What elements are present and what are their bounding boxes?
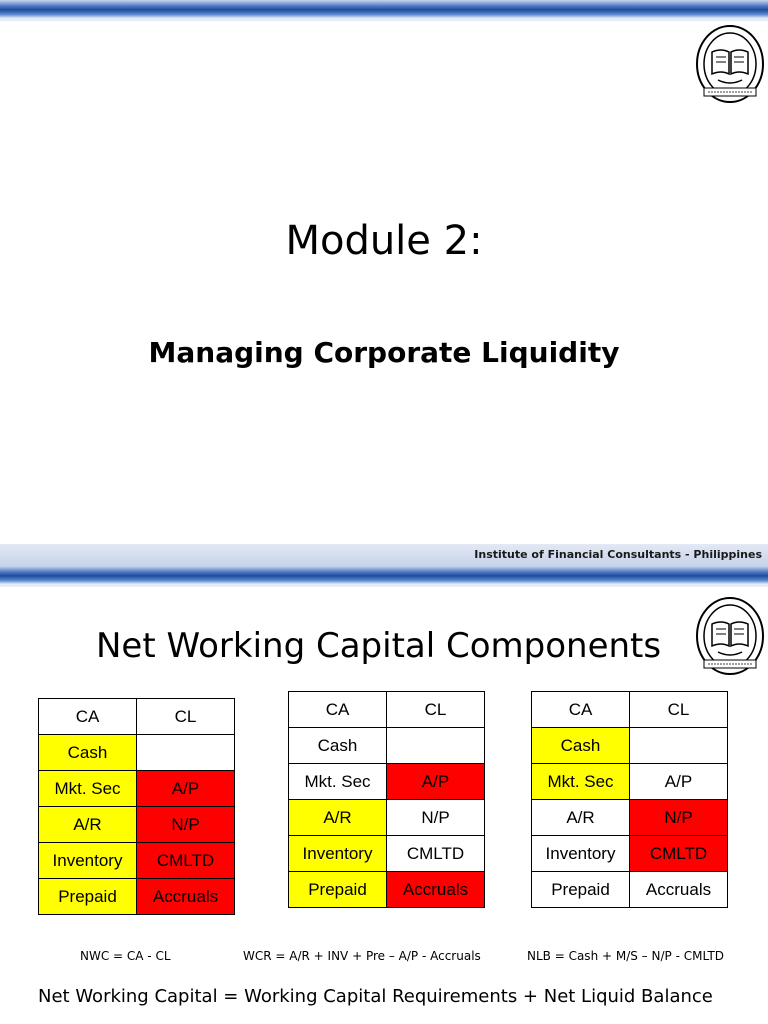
table-header-row [532,692,728,728]
ca-cell: Mkt. Sec [289,764,387,800]
ca-cell: Inventory [289,836,387,872]
cl-cell: CMLTD [630,836,728,872]
ca-cell: Cash [532,728,630,764]
table-row [289,728,485,764]
header-ca: CA [289,692,387,728]
header-cl: CL [137,699,235,735]
ca-cell: A/R [289,800,387,836]
balance-sheet-table-3 [531,691,728,908]
institute-seal-logo [694,596,766,678]
table-row [532,836,728,872]
table-row [532,872,728,908]
ca-cell: Prepaid [39,879,137,915]
header-ca: CA [39,699,137,735]
table-row [39,771,235,807]
cl-cell: A/P [630,764,728,800]
formula-wcr: WCR = A/R + INV + Pre – A/P - Accruals [243,949,481,963]
cl-cell: Accruals [137,879,235,915]
cl-cell: CMLTD [137,843,235,879]
ca-cell: A/R [532,800,630,836]
table-row [289,800,485,836]
table-row [532,800,728,836]
cl-cell: CMLTD [387,836,485,872]
header-bar-accent [0,584,768,587]
table-header-row [39,699,235,735]
cl-cell [630,728,728,764]
header-cl: CL [630,692,728,728]
table-row [39,879,235,915]
table-row [39,843,235,879]
ca-cell: Inventory [39,843,137,879]
cl-cell: A/P [137,771,235,807]
balance-sheet-table-1 [38,698,235,915]
ca-cell: Prepaid [289,872,387,908]
table-row [532,764,728,800]
cl-cell: A/P [387,764,485,800]
cl-cell: N/P [630,800,728,836]
header-cl: CL [387,692,485,728]
header-bar [0,566,768,584]
ca-cell: Cash [289,728,387,764]
cl-cell: N/P [387,800,485,836]
institute-seal-logo [694,24,766,106]
formula-nwc: NWC = CA - CL [80,949,171,963]
footer-institute-name: Institute of Financial Consultants - Philippines [474,548,762,561]
cl-cell [387,728,485,764]
header-bar-accent [0,18,768,21]
cl-cell: Accruals [630,872,728,908]
ca-cell: Mkt. Sec [39,771,137,807]
ca-cell: Inventory [532,836,630,872]
module-subtitle: Managing Corporate Liquidity [148,336,620,369]
cl-cell [137,735,235,771]
cl-cell: N/P [137,807,235,843]
table-row [532,728,728,764]
table-header-row [289,692,485,728]
balance-sheet-table-2 [288,691,485,908]
table-row [289,764,485,800]
module-title: Module 2: [285,218,483,264]
footer-bar [0,544,768,566]
table-row [289,836,485,872]
ca-cell: Mkt. Sec [532,764,630,800]
cl-cell: Accruals [387,872,485,908]
ca-cell: Prepaid [532,872,630,908]
table-row [39,807,235,843]
nwc-equation: Net Working Capital = Working Capital Requirements + Net Liquid Balance [38,986,713,1007]
header-bar [0,0,768,18]
table-row [289,872,485,908]
slide-nwc-components [0,566,768,1024]
formula-nlb: NLB = Cash + M/S – N/P - CMLTD [527,949,725,963]
table-row [39,735,235,771]
header-ca: CA [532,692,630,728]
slide-title: Net Working Capital Components [96,626,662,666]
ca-cell: A/R [39,807,137,843]
ca-cell: Cash [39,735,137,771]
